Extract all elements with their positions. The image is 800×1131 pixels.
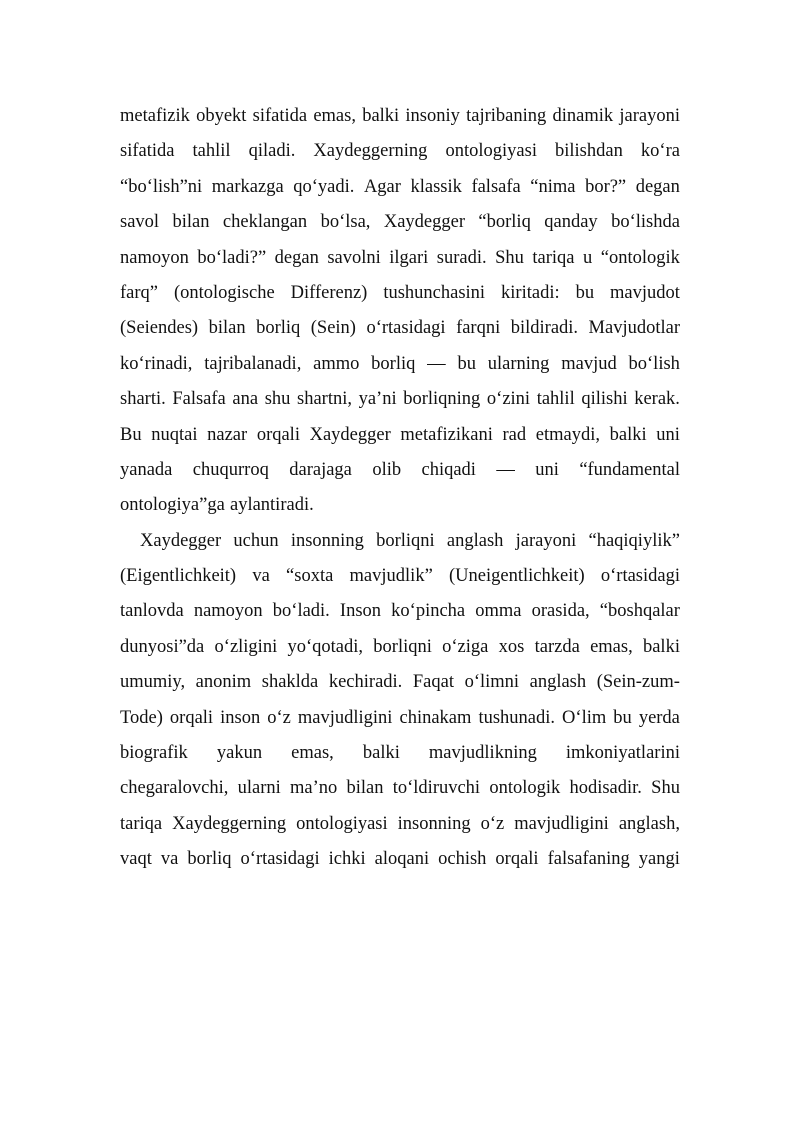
word: to‘ldiruvchi [392, 778, 481, 799]
word: bu [613, 707, 632, 728]
word: bor?” [585, 176, 627, 197]
word: Xaydeggerning [313, 141, 428, 162]
word: bilan [208, 318, 246, 339]
word: tarzda [534, 636, 580, 657]
word: bu [457, 353, 476, 374]
word: Tode) [120, 707, 163, 728]
word: “fundamental [579, 459, 680, 480]
word: sharti. [120, 389, 166, 410]
word: yanada [120, 459, 173, 480]
text-line [120, 630, 680, 665]
word: (Sein) [310, 318, 356, 339]
document-page [120, 99, 680, 878]
word: ko‘ra [640, 141, 680, 162]
word: orasida, [531, 601, 590, 622]
word: hodisadir. [569, 778, 642, 799]
word: bilan [346, 778, 384, 799]
word: ontologiyasi [296, 813, 388, 834]
word: balki [609, 424, 647, 445]
word: etmaydi, [535, 424, 600, 445]
word: — [496, 459, 515, 480]
word: borliqni [373, 636, 432, 657]
word: va [252, 566, 270, 587]
word: bo‘lish [628, 353, 680, 374]
word: anglash, [618, 813, 680, 834]
word: insoniy [405, 106, 460, 126]
word: umumiy, [120, 672, 186, 693]
word: o‘z [480, 813, 505, 834]
word: orqali [169, 707, 214, 728]
word: mavjudligini [297, 707, 393, 728]
word: imkoniyatlarini [565, 743, 680, 764]
word: uni [656, 424, 680, 445]
word: chegaralovchi, [120, 778, 229, 799]
text-line [120, 524, 680, 559]
word: qilishi [581, 389, 628, 410]
word: ochish [438, 849, 487, 870]
word: Mavjudotlar [588, 318, 680, 339]
word: mavjud [561, 353, 617, 374]
word: o‘rtasidagi [366, 318, 446, 339]
word: ontologiyasi [445, 141, 537, 162]
word: chiqadi [421, 459, 476, 480]
text-line [120, 418, 680, 453]
word: “borliq [478, 212, 531, 233]
text-line [120, 347, 680, 382]
word: obyekt [196, 106, 247, 126]
word: jarayoni [619, 106, 680, 126]
word: o‘z [267, 707, 291, 728]
word: tushunchasini [383, 282, 486, 303]
word: chinakam [399, 707, 472, 728]
word: falsafaning [547, 849, 630, 870]
word: mavjudlik” [349, 566, 433, 587]
word: bo‘lsa, [320, 212, 371, 233]
word: olib [372, 459, 402, 480]
word: (Eigentlichkeit) [120, 566, 237, 587]
text-line [120, 771, 680, 806]
text-line [120, 842, 680, 877]
word: tahlil [192, 141, 231, 162]
text-line [120, 559, 680, 594]
text-line [120, 382, 680, 417]
word: savolni [327, 247, 381, 268]
word: ontologiya”ga [120, 495, 225, 516]
word: namoyon [193, 601, 263, 622]
word: Xaydegger [309, 424, 391, 445]
word: falsafa [471, 176, 521, 197]
word: o‘rtasidagi [600, 566, 680, 587]
word: — [427, 353, 446, 374]
text-line [120, 594, 680, 629]
word: anglash [446, 530, 504, 551]
word: balki [362, 106, 400, 126]
word: qo‘yadi. [293, 176, 355, 197]
word: cheklangan [222, 212, 308, 233]
text-line [120, 453, 680, 488]
body-text [120, 99, 680, 878]
word: darajaga [289, 459, 352, 480]
word: chuqurroq [192, 459, 269, 480]
text-line [120, 736, 680, 771]
word: “ontologik [600, 247, 680, 268]
word: bu [575, 282, 595, 303]
word: “boshqalar [599, 601, 680, 622]
word: shartni, [297, 389, 352, 410]
word: emas, [590, 636, 633, 657]
text-line [120, 311, 680, 346]
word: kiritadi: [501, 282, 560, 303]
word: klassik [410, 176, 462, 197]
word: (ontologische [173, 282, 275, 303]
word: bildiradi. [510, 318, 579, 339]
word: Falsafa [172, 389, 226, 410]
word: borliq [187, 849, 232, 870]
word: mavjudligini [514, 813, 609, 834]
word: Bu [120, 424, 142, 445]
word: tariqa [120, 813, 163, 834]
word: shu [264, 389, 291, 410]
word: o‘limni [464, 672, 520, 693]
word: insonning [397, 813, 471, 834]
word: aloqani [374, 849, 430, 870]
text-line [120, 241, 680, 276]
word: tahlil [536, 389, 575, 410]
word: ilgari [389, 247, 429, 268]
word: yerda [638, 707, 680, 728]
text-line [120, 488, 680, 523]
word: ma’no [290, 778, 338, 799]
text-line [120, 205, 680, 240]
word: tariqa [532, 247, 575, 268]
word: Xaydegger [140, 530, 222, 551]
text-line [120, 170, 680, 205]
word: anonim [195, 672, 252, 693]
text-line [120, 99, 680, 134]
word: suradi. [436, 247, 487, 268]
word: yo‘qotadi, [287, 636, 364, 657]
word: Agar [363, 176, 401, 197]
word: ya’ni [358, 389, 397, 410]
word: o‘ziga [442, 636, 489, 657]
word: sifatida [120, 141, 175, 162]
word: o‘rtasidagi [240, 849, 320, 870]
word: yangi [638, 849, 680, 870]
word: “nima [530, 176, 576, 197]
word: u [583, 247, 593, 268]
word: “bo‘lish”ni [120, 176, 203, 197]
word: Faqat [412, 672, 454, 693]
word: biografik [120, 743, 188, 764]
text-line [120, 807, 680, 842]
word: vaqt [120, 849, 152, 870]
word: Xaydeggerning [172, 813, 287, 834]
word: Inson [339, 601, 382, 622]
word: o‘zligini [214, 636, 278, 657]
word: xos [498, 636, 525, 657]
word: degan [274, 247, 319, 268]
word: namoyon [120, 247, 189, 268]
word: bo‘ladi. [272, 601, 330, 622]
word: va [160, 849, 179, 870]
word: “haqiqiylik” [588, 530, 680, 551]
word: kerak. [634, 389, 680, 410]
word: emas, [313, 106, 356, 126]
word: savol [120, 212, 160, 233]
word: emas, [291, 743, 334, 764]
word: (Uneigentlichkeit) [449, 566, 585, 587]
word: rad [502, 424, 527, 445]
word: sifatida [252, 106, 308, 126]
word: ontologik [489, 778, 561, 799]
word: ichki [328, 849, 366, 870]
word: borliqni [376, 530, 435, 551]
word: dinamik [552, 106, 614, 126]
word: borliq [256, 318, 301, 339]
word: tajribalanadi, [204, 353, 302, 374]
word: farqni [456, 318, 501, 339]
word: farq” [120, 282, 158, 303]
word: yakun [216, 743, 263, 764]
word: orqali [256, 424, 300, 445]
word: uni [535, 459, 559, 480]
word: qanday [544, 212, 598, 233]
word: Shu [495, 247, 524, 268]
word: ularning [487, 353, 550, 374]
word: ko‘rinadi, [120, 353, 193, 374]
word: markazga [211, 176, 284, 197]
word: omma [475, 601, 522, 622]
word: tanlovda [120, 601, 184, 622]
word: jarayoni [515, 530, 577, 551]
text-line [120, 276, 680, 311]
text-line [120, 665, 680, 700]
word: borliqning [403, 389, 481, 410]
text-line [120, 134, 680, 169]
word: ularni [237, 778, 281, 799]
word: anglash [529, 672, 587, 693]
word: insonning [290, 530, 364, 551]
word: uchun [233, 530, 279, 551]
word: dunyosi”da [120, 636, 205, 657]
word: balki [362, 743, 400, 764]
word: degan [635, 176, 680, 197]
word: Xaydegger [383, 212, 465, 233]
word: shaklda [261, 672, 319, 693]
word: O‘lim [562, 707, 607, 728]
word: balki [642, 636, 680, 657]
word: qiladi. [248, 141, 296, 162]
word: Shu [651, 778, 680, 799]
word: tajribaning [466, 106, 547, 126]
word: kechiradi. [328, 672, 403, 693]
word: borliq [371, 353, 416, 374]
word: “soxta [286, 566, 334, 587]
word: bilan [172, 212, 210, 233]
text-line [120, 701, 680, 736]
word: (Sein-zum- [596, 672, 680, 693]
word: metafizikani [400, 424, 493, 445]
word: nuqtai [151, 424, 198, 445]
word: nazar [207, 424, 248, 445]
word: bo‘lishda [611, 212, 680, 233]
word: aylantiradi. [229, 495, 314, 516]
word: ana [232, 389, 259, 410]
word: ko‘pincha [391, 601, 466, 622]
word: metafizik [120, 106, 190, 126]
word: tushunadi. [478, 707, 556, 728]
word: orqali [495, 849, 539, 870]
word: inson [220, 707, 261, 728]
word: Differenz) [290, 282, 368, 303]
word: (Seiendes) [120, 318, 199, 339]
word: mavjudlikning [428, 743, 537, 764]
word: ammo [313, 353, 360, 374]
word: o‘zini [486, 389, 531, 410]
word: bo‘ladi?” [197, 247, 267, 268]
word: bilishdan [555, 141, 623, 162]
word: mavjudot [610, 282, 680, 303]
